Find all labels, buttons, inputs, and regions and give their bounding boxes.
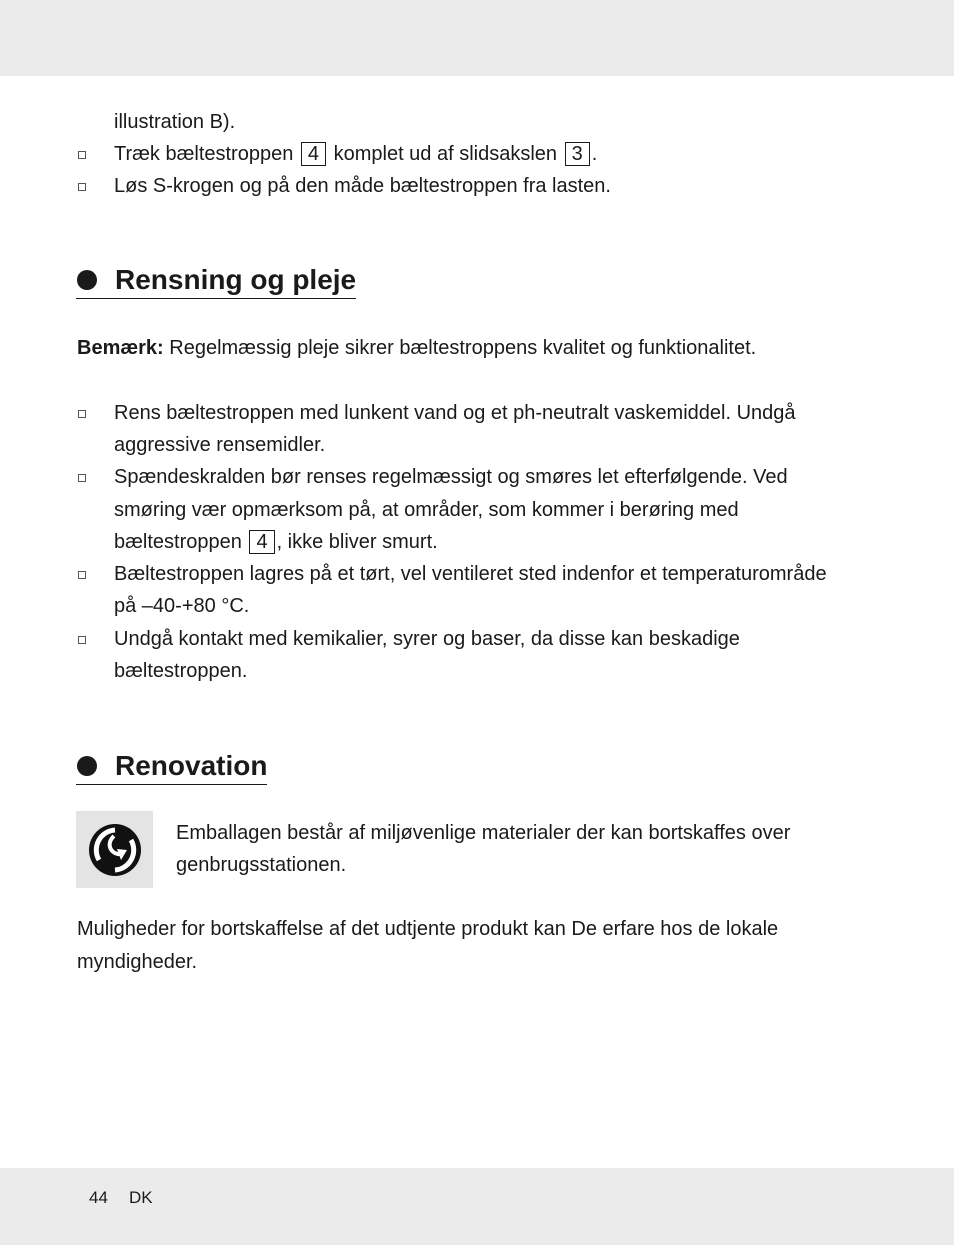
header-band [0, 0, 954, 76]
section-title: Renovation [115, 750, 268, 781]
item-text: , ikke bliver smurt. [276, 531, 438, 553]
step-pull-strap [114, 138, 597, 170]
green-dot-recycling-icon [76, 811, 153, 888]
section-heading-disposal [76, 748, 267, 785]
packaging-text-continued: genbrugsstationen. [176, 854, 347, 876]
list-item-continued [114, 526, 438, 558]
list-item-continued: aggressive rensemidler. [114, 434, 326, 456]
page-number: 44 [89, 1188, 108, 1207]
step-text: komplet ud af slidsakslen [333, 143, 558, 165]
list-item-continued: på –40-+80 °C. [114, 595, 250, 617]
section-title: Rensning og pleje [115, 264, 357, 295]
list-item: Spændeskralden bør renses regelmæssigt og smøres let efterfølgende. Ved [114, 466, 788, 488]
product-disposal-text: Muligheder for bortskaffelse af det udtjente produkt kan De erfare hos de lokale [77, 918, 779, 940]
checkbox-bullet [78, 474, 86, 482]
checkbox-bullet [78, 571, 86, 579]
step-release-hook: Løs S-krogen og på den måde bæltestroppen fra lasten. [114, 175, 611, 197]
part-ref-4: 4 [249, 530, 274, 554]
language-code: DK [129, 1188, 153, 1207]
continued-line: illustration B). [114, 111, 236, 133]
note-text: Regelmæssig pleje sikrer bæltestroppens kvalitet og funktionalitet. [169, 337, 757, 359]
item-text: bæltestroppen [114, 531, 242, 553]
checkbox-bullet [78, 183, 86, 191]
list-item: Undgå kontakt med kemikalier, syrer og baser, da disse kan beskadige [114, 628, 740, 650]
note-label: Bemærk: [77, 337, 164, 359]
step-text: Træk bæltestroppen [114, 143, 294, 165]
list-item-continued: smøring vær opmærksom på, at områder, som kommer i berøring med [114, 499, 739, 521]
product-disposal-text-continued: myndigheder. [77, 951, 198, 973]
checkbox-bullet [78, 410, 86, 418]
part-ref-3: 3 [565, 142, 590, 166]
checkbox-bullet [78, 636, 86, 644]
checkbox-bullet [78, 151, 86, 159]
bullet-dot-icon [77, 756, 97, 776]
list-item-continued: bæltestroppen. [114, 660, 248, 682]
bullet-dot-icon [77, 270, 97, 290]
list-item: Rens bæltestroppen med lunkent vand og et ph-neutralt vaskemiddel. Undgå [114, 402, 796, 424]
step-text: . [591, 143, 598, 165]
note-paragraph [77, 332, 756, 364]
packaging-text: Emballagen består af miljøvenlige materialer der kan bortskaffes over [176, 822, 791, 844]
section-heading-cleaning [76, 262, 356, 299]
list-item: Bæltestroppen lagres på et tørt, vel ventileret sted indenfor et temperaturområde [114, 563, 827, 585]
part-ref-4: 4 [301, 142, 326, 166]
